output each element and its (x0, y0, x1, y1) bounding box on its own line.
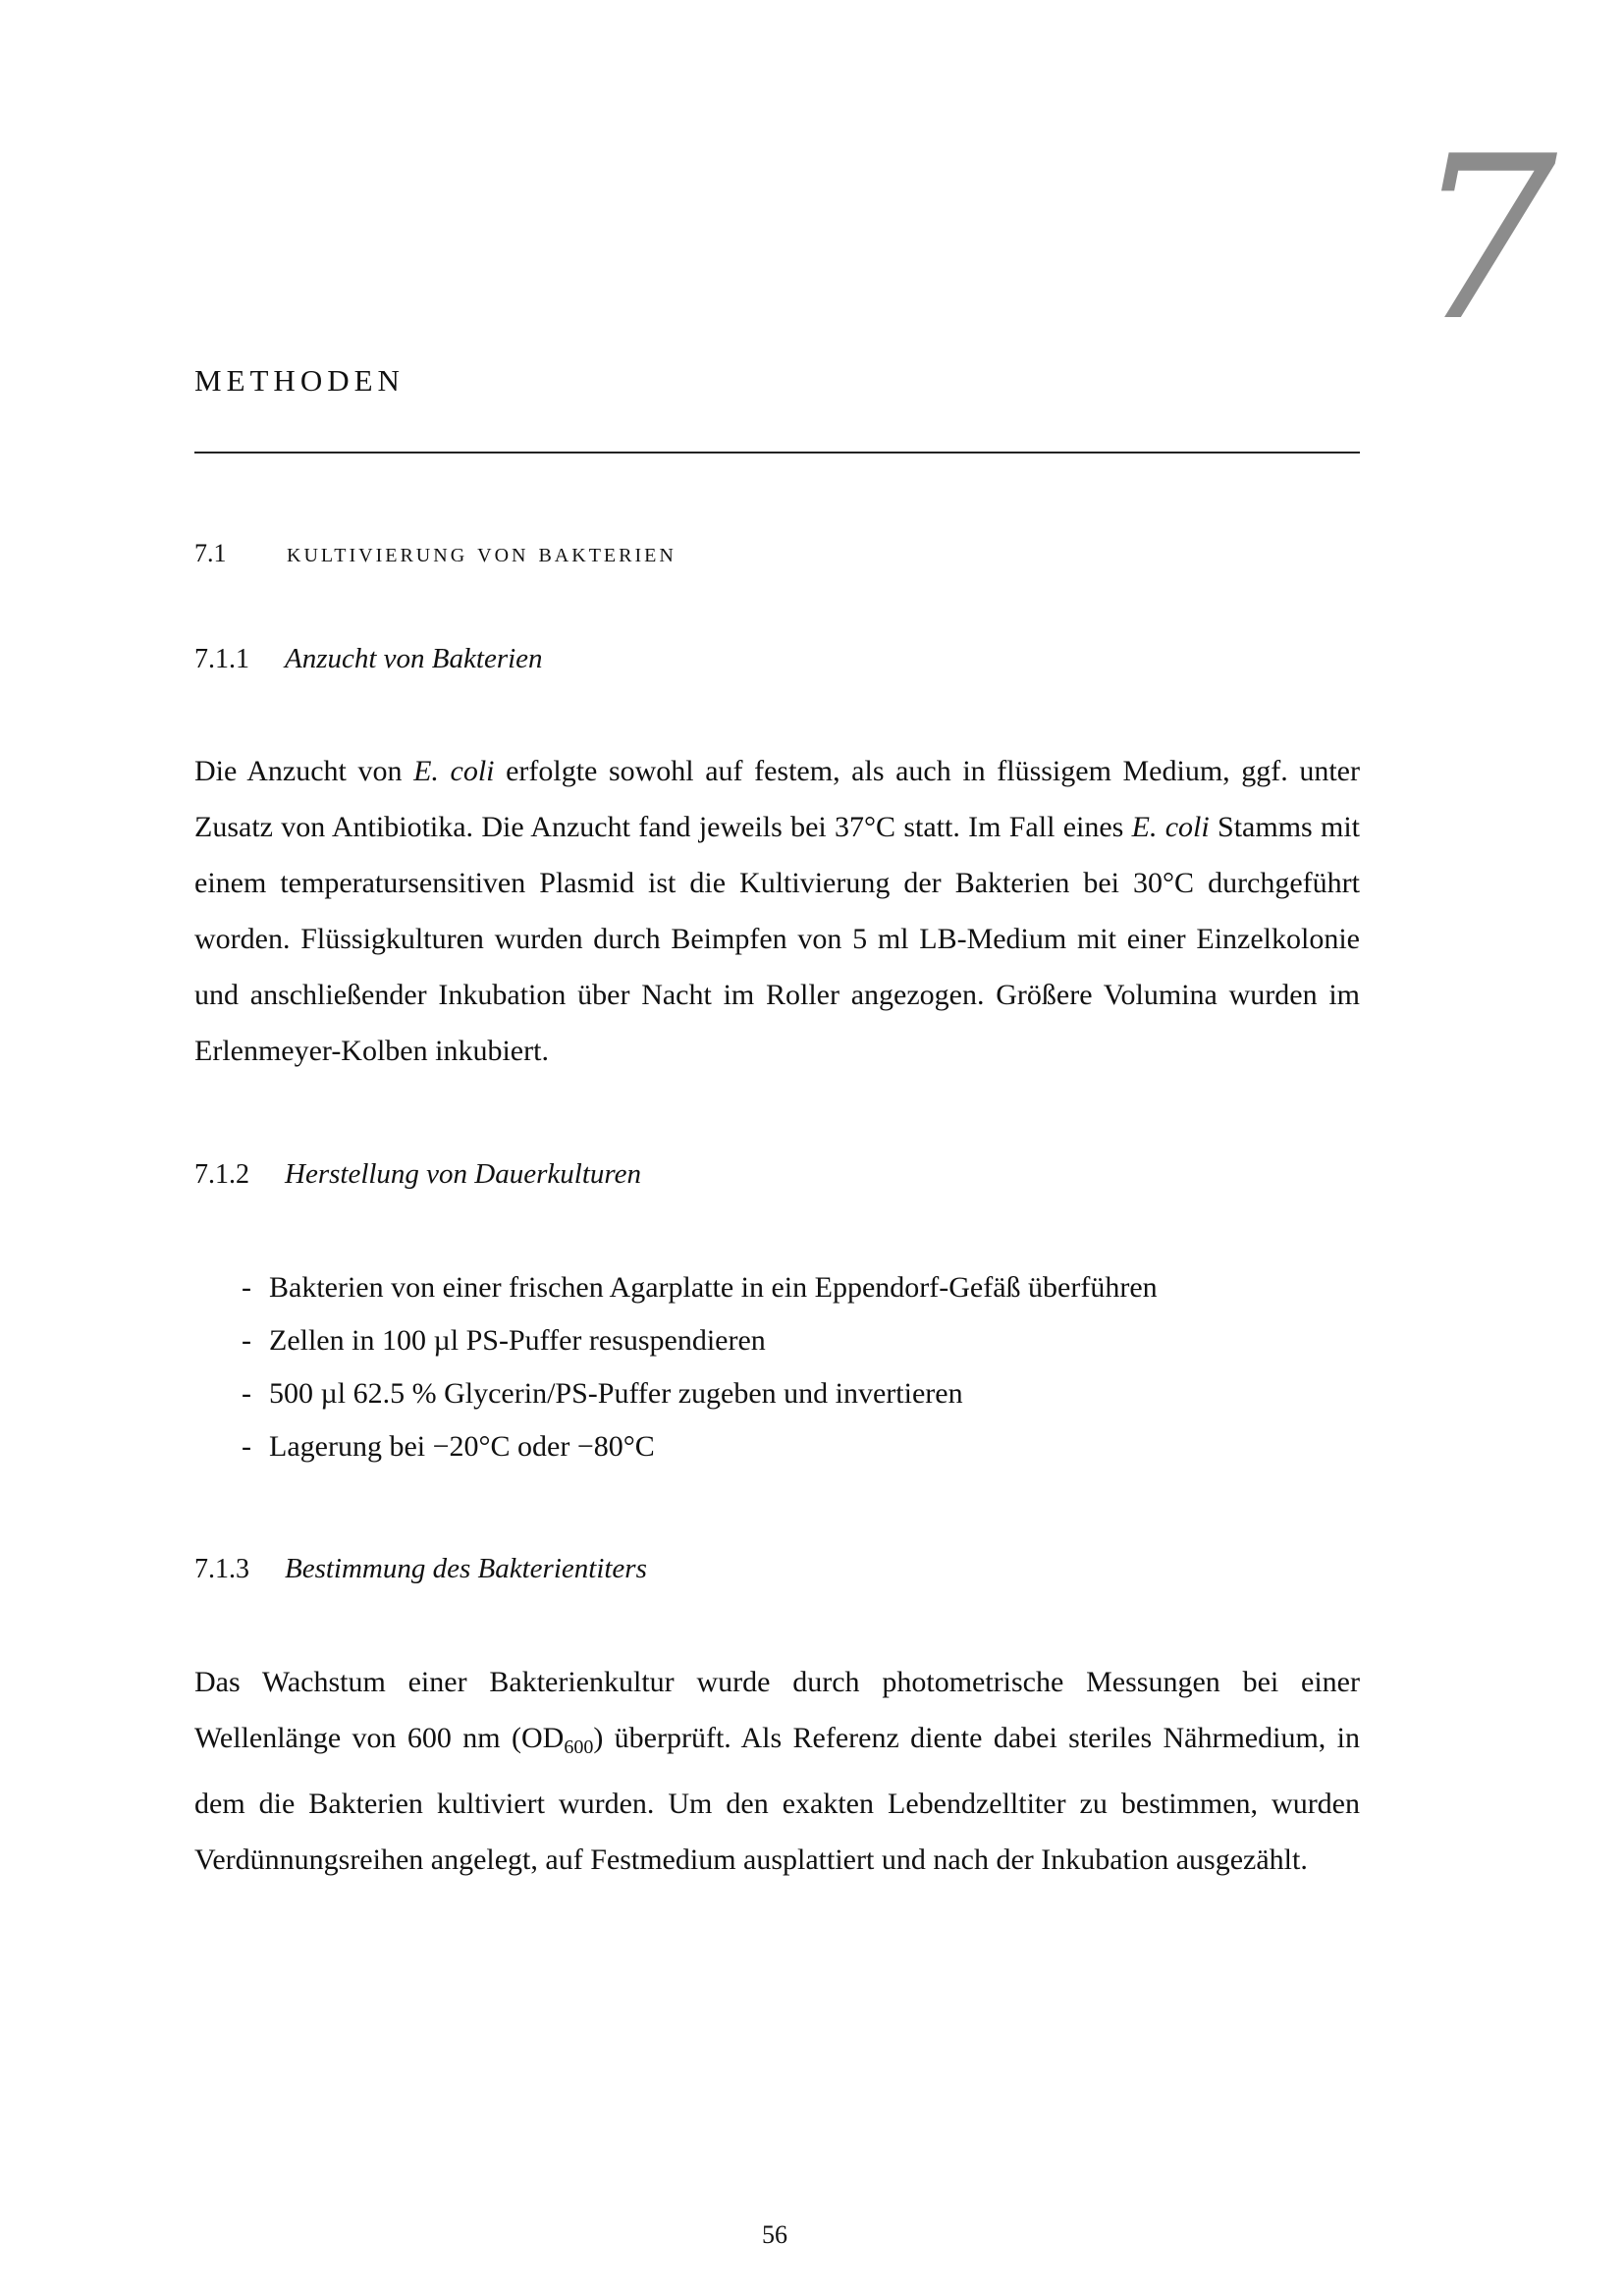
chapter-title: METHODEN (194, 363, 405, 398)
dash-marker: - (242, 1324, 251, 1357)
list-item (242, 1261, 1158, 1314)
chapter-rule (194, 452, 1360, 454)
subsection-title: Bestimmung des Bakterientiters (285, 1553, 647, 1584)
text: Stamms mit einem temperatursensitiven Plasmid ist die Kultivierung der Bakterien bei 30°C durchgeführt worden. Flüssigkulturen wurden durch Beimpfen von 5 ml LB-Medium mit einer Einzelkolonie und anschließender Inkubation über Nacht im Roller angezogen. Größere Volumina wurden im Erlenmeyer-Kolben inkubiert. (194, 811, 1361, 1067)
subsection-title: Herstellung von Dauerkulturen (285, 1158, 641, 1190)
text: Die Anzucht von (194, 755, 414, 787)
text: ) überprüft. Als Referenz diente dabei steriles Nährmedium, in dem die Bakterien kultiviert wurden. Um den exakten Lebendzelltiter zu bestimmen, wurden Verdünnungsreihen angelegt, auf Festmedium ausplattiert und nach der Inkubation ausgezählt. (194, 1722, 1360, 1876)
list-item-text: Zellen in 100 µl PS-Puffer resuspendieren (269, 1324, 766, 1357)
text: erfolgte sowohl auf festem, als auch in flüssigem Medium, ggf. unter Zusatz von Antibiotika. Die Anzucht fand jeweils bei 37°C statt. Im Fall eines (194, 755, 1360, 843)
section-number: 7.1 (194, 539, 227, 567)
text: Das Wachstum einer Bakterienkultur wurde durch photometrische Messungen bei einer Wellenlänge von 600 nm (OD (194, 1666, 1360, 1754)
list-item-text: Lagerung bei −20°C oder −80°C (269, 1430, 655, 1463)
subsection-heading (194, 1553, 647, 1585)
subsection-number: 7.1.3 (194, 1554, 249, 1584)
dash-marker: - (242, 1430, 251, 1463)
section-heading (194, 538, 677, 569)
list-item (242, 1420, 1158, 1473)
species-name: E. coli (413, 755, 495, 787)
list-item-text: 500 µl 62.5 % Glycerin/PS-Puffer zugeben und invertieren (269, 1377, 963, 1410)
list-item (242, 1314, 1158, 1367)
list-item (242, 1367, 1158, 1420)
chapter-number: 7 (1414, 109, 1558, 371)
subsection-heading (194, 643, 543, 675)
subsection-heading (194, 1158, 641, 1191)
section-title: kultivierung von bakterien (287, 538, 677, 568)
paragraph-bakterientiter (194, 1654, 1360, 1888)
subsection-number: 7.1.1 (194, 644, 249, 674)
dash-marker: - (242, 1271, 251, 1304)
paragraph-anzucht (194, 743, 1360, 1079)
page-number: 56 (762, 2220, 787, 2249)
subsection-title: Anzucht von Bakterien (285, 643, 543, 674)
procedure-list (242, 1261, 1158, 1473)
dash-marker: - (242, 1377, 251, 1410)
subscript: 600 (564, 1736, 594, 1758)
species-name: E. coli (1131, 811, 1210, 843)
subsection-number: 7.1.2 (194, 1159, 249, 1190)
list-item-text: Bakterien von einer frischen Agarplatte in ein Eppendorf-Gefäß überführen (269, 1271, 1158, 1304)
